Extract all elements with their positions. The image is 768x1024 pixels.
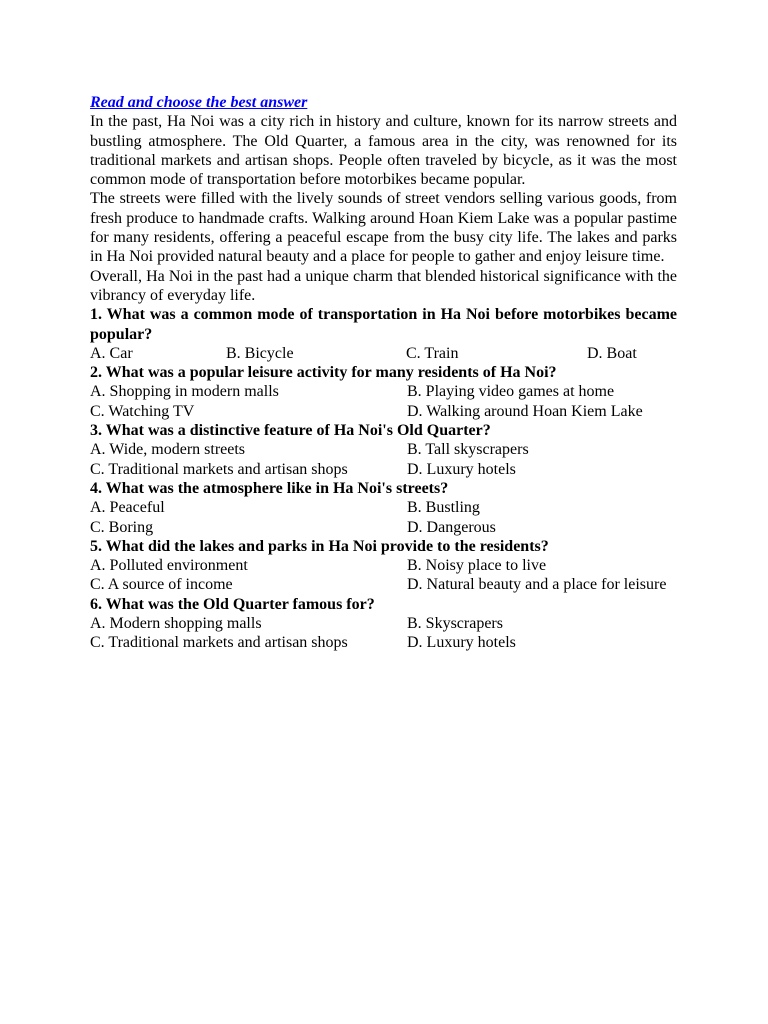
option-b: B. Bustling — [407, 499, 480, 517]
option-a: A. Peaceful — [90, 499, 165, 517]
option-c: C. A source of income — [90, 576, 233, 594]
question-6-options-row-1 — [90, 614, 677, 633]
question-4-options-row-2 — [90, 518, 677, 537]
question-5-options-row-1 — [90, 556, 677, 575]
option-a: A. Wide, modern streets — [90, 441, 246, 459]
option-b: B. Playing video games at home — [407, 383, 615, 401]
option-c: C. Traditional markets and artisan shops — [90, 460, 348, 478]
option-a: A. Modern shopping malls — [90, 615, 262, 633]
question-3-options-row-1 — [90, 440, 677, 459]
question-6-options-row-2 — [90, 633, 677, 652]
passage-paragraph-3: Overall, Ha Noi in the past had a unique charm that blended historical significance with the vibrancy of everyday life. — [90, 267, 677, 304]
option-a: A. Car — [90, 344, 133, 362]
question-2: 2. What was a popular leisure activity for many residents of Ha Noi? — [90, 364, 557, 382]
question-2-options-row-1 — [90, 382, 677, 401]
instruction-heading: Read and choose the best answer — [90, 94, 308, 111]
question-5-options-row-2 — [90, 575, 677, 594]
option-d: D. Dangerous — [407, 518, 496, 536]
option-c: C. Train — [406, 344, 459, 362]
question-4-options-row-1 — [90, 498, 677, 517]
option-b: B. Tall skyscrapers — [407, 441, 529, 459]
passage-paragraph-2: The streets were filled with the lively sounds of street vendors selling various goods, from fresh produce to handmade crafts. Walking around Hoan Kiem Lake was a popular pastime for many residents, offering a peaceful escape from the busy city life. The lakes and parks in Ha Noi provided natural beauty and a place for people to gather and enjoy leisure time. — [90, 190, 677, 266]
option-d: D. Luxury hotels — [407, 460, 516, 478]
option-d: D. Walking around Hoan Kiem Lake — [407, 402, 643, 420]
question-3-options-row-2 — [90, 460, 677, 479]
option-d: D. Luxury hotels — [407, 634, 516, 652]
question-1-options — [90, 344, 677, 363]
question-1: 1. What was a common mode of transportation in Ha Noi before motorbikes became popular? — [90, 306, 677, 343]
option-d: D. Boat — [587, 344, 637, 362]
question-4: 4. What was the atmosphere like in Ha Noi's streets? — [90, 479, 449, 497]
question-3: 3. What was a distinctive feature of Ha Noi's Old Quarter? — [90, 422, 491, 440]
passage-paragraph-1: In the past, Ha Noi was a city rich in history and culture, known for its narrow streets and bustling atmosphere. The Old Quarter, a famous area in the city, was renowned for its traditional markets and artisan shops. People often traveled by bicycle, as it was the most common mode of transportation before motorbikes became popular. — [90, 113, 677, 189]
question-2-options-row-2 — [90, 402, 677, 421]
option-d: D. Natural beauty and a place for leisure — [407, 576, 667, 594]
option-b: B. Skyscrapers — [407, 615, 503, 633]
option-a: A. Polluted environment — [90, 557, 248, 575]
option-c: C. Watching TV — [90, 402, 195, 420]
option-b: B. Bicycle — [226, 344, 294, 362]
option-c: C. Traditional markets and artisan shops — [90, 634, 348, 652]
question-5: 5. What did the lakes and parks in Ha Noi provide to the residents? — [90, 537, 549, 555]
question-6: 6. What was the Old Quarter famous for? — [90, 595, 375, 613]
worksheet — [90, 93, 677, 653]
option-c: C. Boring — [90, 518, 154, 536]
option-a: A. Shopping in modern malls — [90, 383, 279, 401]
option-b: B. Noisy place to live — [407, 557, 547, 575]
